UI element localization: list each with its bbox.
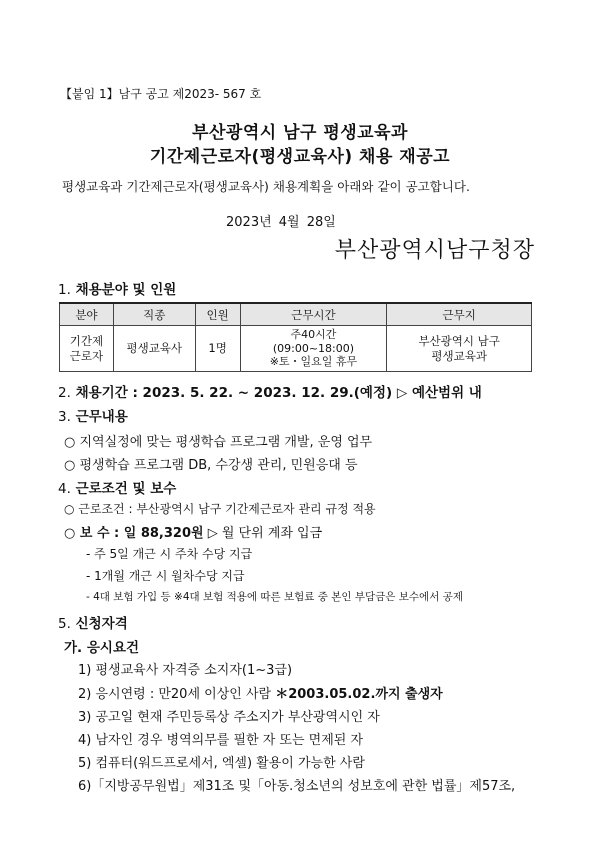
section-4-number: 4. bbox=[58, 481, 71, 497]
cell-hours bbox=[240, 326, 387, 372]
pay-line bbox=[64, 522, 322, 541]
section-2-heading bbox=[58, 381, 482, 401]
cell-field-line-1: 기간제 bbox=[69, 334, 104, 349]
table-row bbox=[60, 326, 532, 372]
requirement-2-label: 2) 응시연령 : 만20세 이상인 사람 bbox=[78, 687, 276, 702]
cell-field-line-2: 근로자 bbox=[69, 348, 104, 363]
section-1-heading bbox=[58, 278, 176, 298]
cell-place-line-2: 평생교육과 bbox=[431, 348, 487, 363]
pay-amount: ○ 보 수 : 일 88,320원 bbox=[64, 526, 204, 541]
section-3-number: 3. bbox=[58, 409, 71, 425]
pay-method: ▷ 월 단위 계좌 입금 bbox=[203, 526, 323, 541]
cell-hours-line-1: 주40시간 bbox=[290, 327, 337, 341]
cell-place-line-1: 부산광역시 남구 bbox=[418, 334, 500, 349]
title-line-2: 기간제근로자(평생교육사) 채용 재공고 bbox=[149, 147, 451, 167]
notice-date: 2023년 4월 28일 bbox=[226, 215, 336, 230]
header-hours: 근무시간 bbox=[240, 303, 387, 326]
table-header-row bbox=[60, 303, 532, 326]
section-5-number: 5. bbox=[58, 616, 71, 632]
title-line-1: 부산광역시 남구 평생교육과 bbox=[192, 123, 408, 143]
notice-reference: 【붙임 1】남구 공고 제2023- 567 호 bbox=[60, 87, 262, 101]
requirement-2-birthdate: ＊2003.05.02.까지 출생자 bbox=[275, 687, 443, 702]
recruitment-table bbox=[59, 302, 532, 372]
pay-sub-2: - 1개월 개근 시 월차수당 지급 bbox=[86, 569, 245, 583]
section-5-title: 신청자격 bbox=[75, 616, 128, 632]
cell-hours-line-2: (09:00~18:00) bbox=[272, 341, 355, 355]
section-5-heading bbox=[58, 612, 128, 632]
pay-sub-1: - 주 5일 개근 시 주차 수당 지급 bbox=[86, 547, 253, 561]
section-2-text: 채용기간 : 2023. 5. 22. ~ 2023. 12. 29.(예정) ▷ 예산범위 내 bbox=[75, 385, 482, 401]
header-field: 분야 bbox=[60, 303, 114, 326]
cell-field bbox=[60, 326, 114, 372]
requirement-4: 4) 남자인 경우 병역의무를 필한 자 또는 면제된 자 bbox=[78, 733, 364, 748]
intro-text: 평생교육과 기간제근로자(평생교육사) 채용계획을 아래와 같이 공고합니다. bbox=[62, 179, 470, 194]
duty-item-2: ○ 평생학습 프로그램 DB, 수강생 관리, 민원응대 등 bbox=[64, 458, 358, 473]
section-4-title: 근로조건 및 보수 bbox=[75, 481, 177, 497]
duty-item-1: ○ 지역실정에 맞는 평생학습 프로그램 개발, 운영 업무 bbox=[64, 435, 373, 450]
section-3-heading bbox=[58, 405, 128, 425]
cell-hours-line-3: ※토・일요일 휴무 bbox=[269, 355, 358, 369]
header-place: 근무지 bbox=[387, 303, 532, 326]
cell-count: 1명 bbox=[195, 326, 240, 372]
section-1-title: 채용분야 및 인원 bbox=[75, 282, 177, 298]
subsection-title: 가. 응시요건 bbox=[64, 640, 140, 656]
requirement-3: 3) 공고일 현재 주민등록상 주소지가 부산광역시인 자 bbox=[78, 710, 380, 725]
header-job: 직종 bbox=[113, 303, 195, 326]
pay-sub-3: - 4대 보험 가입 등 ※4대 보험 적용에 따른 보험료 중 본인 부담금은 보수에서 공제 bbox=[86, 591, 463, 603]
requirement-1: 1) 평생교육사 자격증 소지자(1~3급) bbox=[78, 663, 293, 678]
requirement-2 bbox=[78, 683, 443, 702]
section-1-number: 1. bbox=[58, 282, 71, 298]
section-3-title: 근무내용 bbox=[75, 409, 128, 425]
section-4-heading bbox=[58, 477, 176, 497]
header-count: 인원 bbox=[195, 303, 240, 326]
cell-place bbox=[387, 326, 532, 372]
cell-job: 평생교육사 bbox=[113, 326, 195, 372]
issuer-name: 부산광역시남구청장 bbox=[334, 238, 535, 263]
work-condition: ○ 근로조건 : 부산광역시 남구 기간제근로자 관리 규정 적용 bbox=[64, 502, 376, 516]
section-2-number: 2. bbox=[58, 385, 71, 401]
requirement-5: 5) 컴퓨터(워드프로세서, 엑셀) 활용이 가능한 사람 bbox=[78, 756, 365, 771]
requirement-6: 6)「지방공무원법」제31조 및「아동.청소년의 성보호에 관한 법률」제57조, bbox=[78, 779, 516, 794]
